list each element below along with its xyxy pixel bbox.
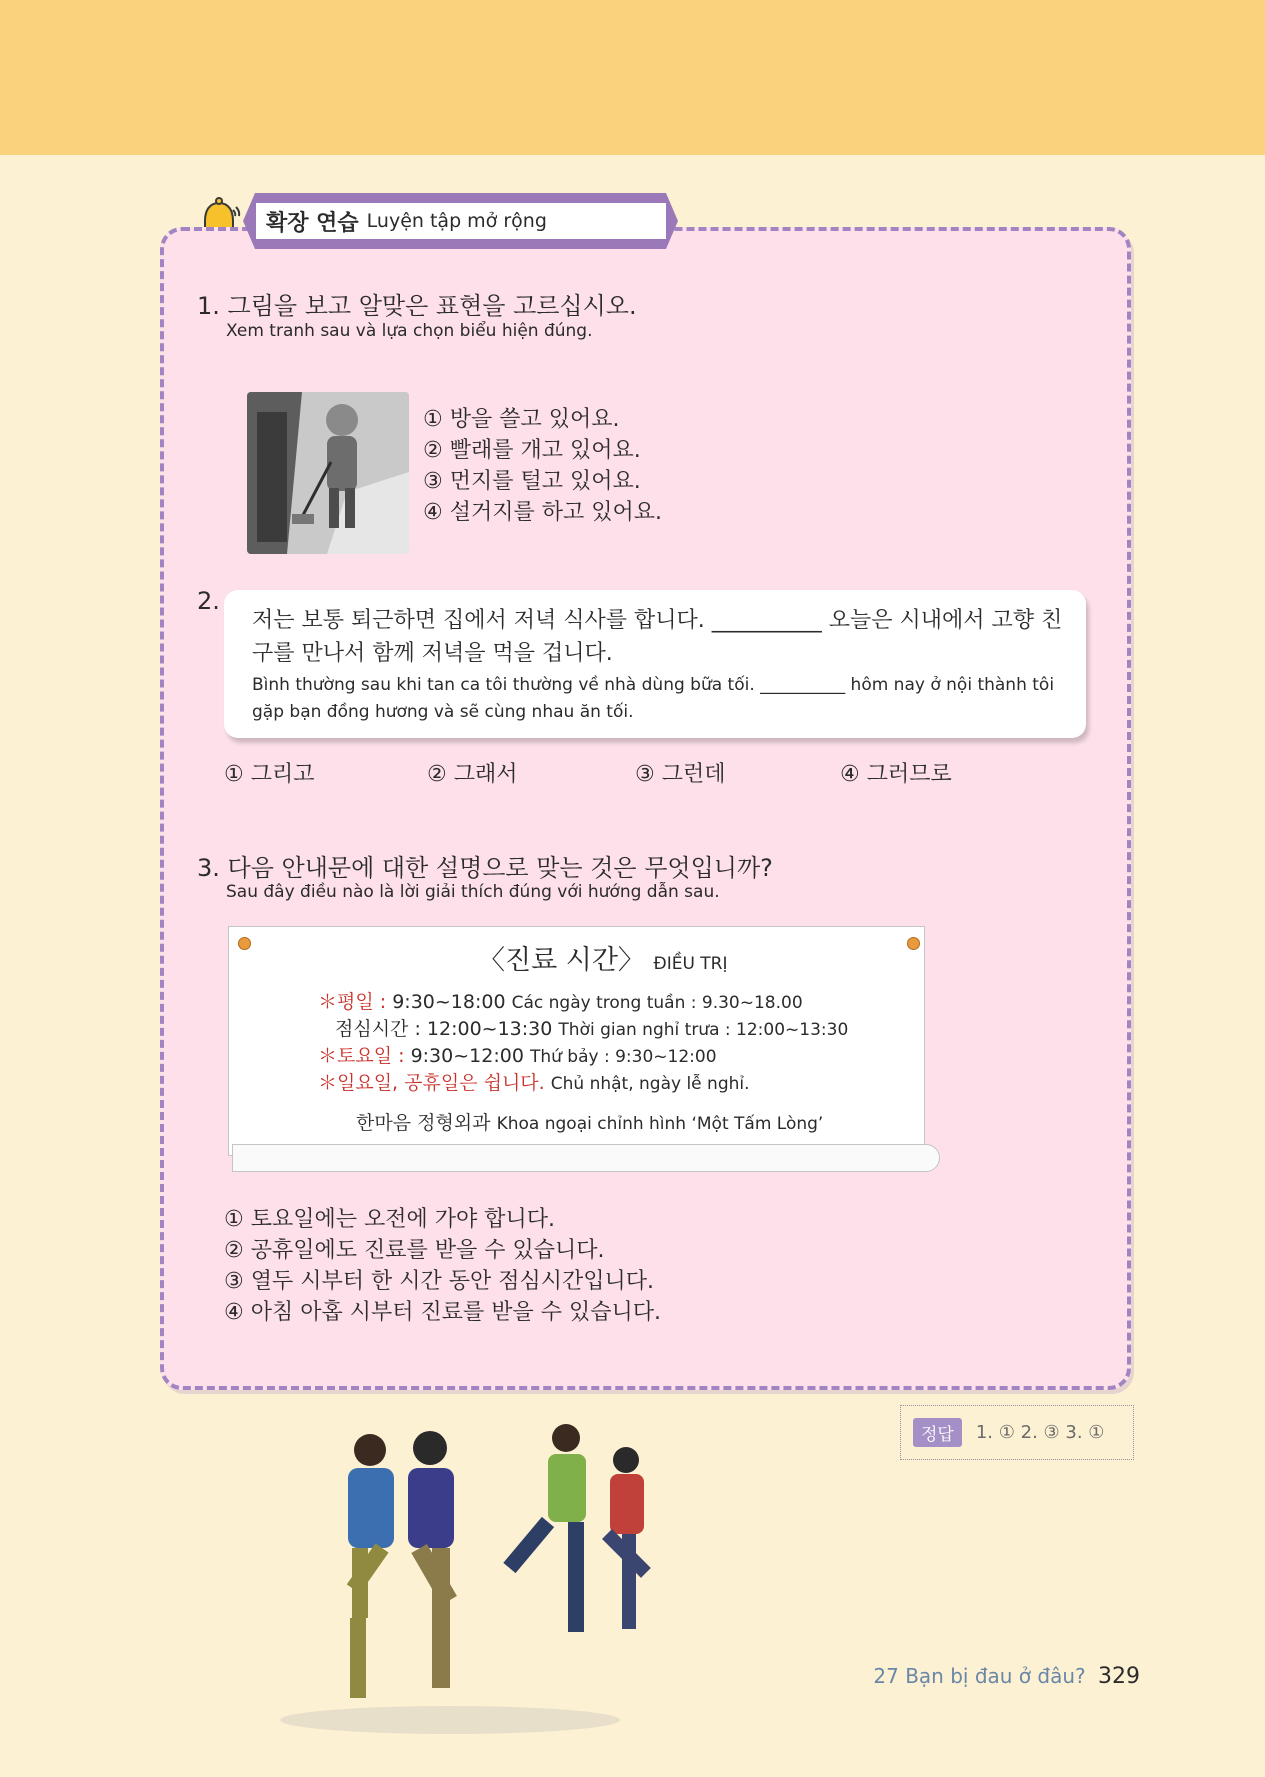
- q2-passage-korean: 저는 보통 퇴근하면 집에서 저녁 식사를 합니다. __________ 오늘은 시내에서 고향 친구를 만나서 함께 저녁을 먹을 겁니다.: [252, 608, 1063, 666]
- sweeping-picture: [247, 392, 409, 554]
- q3-choice-3[interactable]: ③ 열두 시부터 한 시간 동안 점심시간입니다.: [224, 1269, 654, 1294]
- answer-key: [900, 1405, 1134, 1460]
- q2-number: 2.: [197, 587, 220, 615]
- pin-icon: [238, 937, 251, 950]
- q3-subtitle: Sau đây điều nào là lời giải thích đúng với hướng dẫn sau.: [226, 882, 720, 902]
- q2-choice-2[interactable]: ② 그래서: [427, 762, 518, 787]
- q3-choice-4[interactable]: ④ 아침 아홉 시부터 진료를 받을 수 있습니다.: [224, 1300, 661, 1325]
- q2-passage-vietnamese: Bình thường sau khi tan ca tôi thường về nhà dùng bữa tối. __________ hôm nay ở nội thành tôi gặp bạn đồng hương và sẽ cùng nhau ăn tối.: [252, 675, 1055, 722]
- answer-label: 정답: [913, 1418, 962, 1447]
- q3-choice-1[interactable]: ① 토요일에는 오전에 가야 합니다.: [224, 1207, 555, 1232]
- notice-clinic: [356, 1108, 823, 1135]
- q1-subtitle: Xem tranh sau và lựa chọn biểu hiện đúng.: [226, 321, 593, 341]
- heading-korean: 확장 연습: [266, 210, 359, 236]
- section-heading: [256, 203, 666, 239]
- notice-title: [478, 938, 728, 977]
- q2-choice-4[interactable]: ④ 그러므로: [840, 762, 952, 787]
- lunch-label: 점심시간 :: [335, 1018, 421, 1040]
- q3-choice-2[interactable]: ② 공휴일에도 진료를 받을 수 있습니다.: [224, 1238, 605, 1263]
- saturday-label: ＊토요일 :: [318, 1045, 405, 1067]
- q3-title: 3. 다음 안내문에 대한 설명으로 맞는 것은 무엇입니까?: [197, 854, 773, 882]
- holiday-vietnamese: Chủ nhật, ngày lễ nghỉ.: [550, 1074, 750, 1094]
- chapter-title: 27 Bạn bị đau ở đâu?: [873, 1664, 1086, 1688]
- notice-scroll-roll: [232, 1144, 940, 1172]
- lunch-vietnamese: Thời gian nghỉ trưa : 12:00~13:30: [558, 1020, 849, 1040]
- notice-title-korean: 〈진료 시간〉: [478, 945, 645, 976]
- clinic-korean: 한마음 정형외과: [356, 1112, 491, 1134]
- weekday-time: 9:30~18:00: [392, 991, 506, 1013]
- answer-values: 1. ① 2. ③ 3. ①: [975, 1422, 1105, 1443]
- notice-holiday: [318, 1068, 750, 1095]
- page-number: 329: [1098, 1664, 1140, 1689]
- q2-choice-1[interactable]: ① 그리고: [224, 762, 315, 787]
- q1-choice-4[interactable]: ④ 설거지를 하고 있어요.: [423, 500, 662, 525]
- notice-saturday: [318, 1041, 717, 1068]
- q1-choice-3[interactable]: ③ 먼지를 털고 있어요.: [423, 469, 641, 494]
- notice-lunch: [335, 1014, 848, 1041]
- q1-choice-1[interactable]: ① 방을 쓸고 있어요.: [423, 407, 620, 432]
- saturday-vietnamese: Thứ bảy : 9:30~12:00: [529, 1047, 717, 1067]
- q1-choice-2[interactable]: ② 빨래를 개고 있어요.: [423, 438, 641, 463]
- pin-icon: [907, 937, 920, 950]
- page-footer: [873, 1664, 1140, 1689]
- notice-title-vietnamese: ĐIỀU TRỊ: [653, 954, 728, 974]
- knee-fight-illustration: [270, 1420, 690, 1740]
- top-band: [0, 0, 1265, 155]
- clinic-vietnamese: Khoa ngoại chỉnh hình ‘Một Tấm Lòng’: [496, 1114, 824, 1134]
- q1-title: 1. 그림을 보고 알맞은 표현을 고르십시오.: [197, 292, 637, 320]
- notice-weekday: [318, 987, 803, 1014]
- lunch-time: 12:00~13:30: [426, 1018, 553, 1040]
- heading-vietnamese: Luyện tập mở rộng: [366, 210, 547, 232]
- q2-choice-3[interactable]: ③ 그런데: [635, 762, 726, 787]
- weekday-vietnamese: Các ngày trong tuần : 9.30~18.00: [511, 993, 803, 1013]
- holiday-label: ＊일요일, 공휴일은 쉽니다.: [318, 1072, 545, 1094]
- weekday-label: ＊평일 :: [318, 991, 387, 1013]
- saturday-time: 9:30~12:00: [410, 1045, 524, 1067]
